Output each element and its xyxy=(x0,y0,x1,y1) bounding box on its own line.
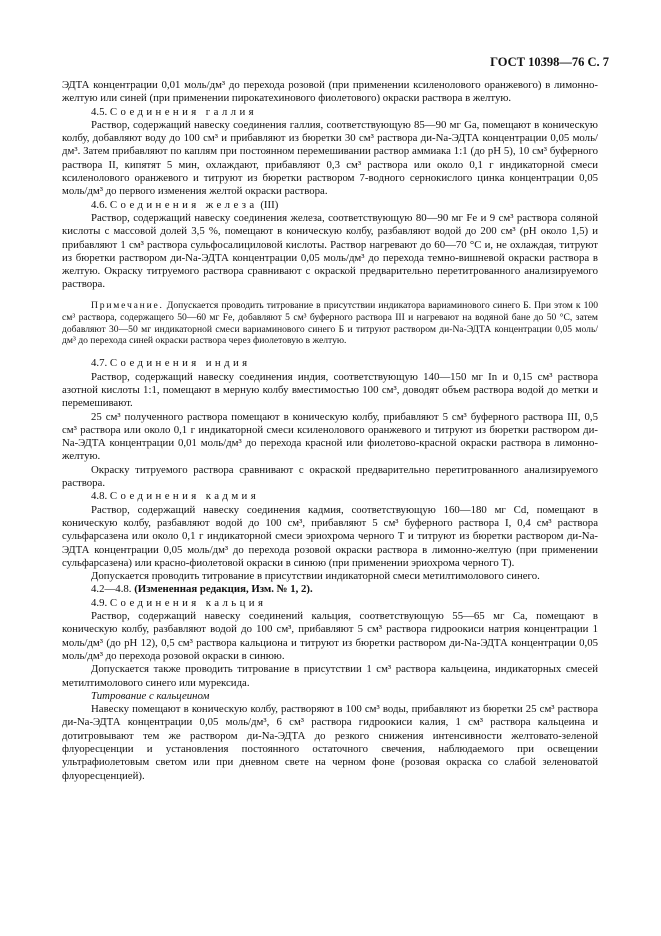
section-number: 4.8. xyxy=(91,490,108,503)
section-title: Соединения кадмия xyxy=(109,490,260,503)
section-number: 4.6. xyxy=(91,198,108,211)
section-heading-4-5 xyxy=(62,106,598,119)
note-text: Допускается проводить титрование в присутствии индикатора вариаминового синего Б. При этом к 100 см³ раствора, содержащего 50—60 мг Fe, добавляют 5 см³ буферного раствора III и нагревают на водяной бане до 50 °С, затем добавляют 30—50 мг индикаторной смеси вариаминового синего Б и титруют раствором ди-Na-ЭДТА концентрации 0,05 моль/дм³ до перехода синей окраски раствора через фиолетовую в желтую. xyxy=(62,299,598,347)
paragraph-calcium-1: Раствор, содержащий навеску соединений кальция, соответствующую 55—65 мг Са, помещают в коническую колбу, разбавляют водой до 100 см³, прибавляют 5 см³ раствора гидроокиси натрия концентрации 1 моль/дм³ (до pH 12), 0,5 см³ раствора кальциона и титруют из бюретки раствором ди-Na-ЭДТА концентрации 0,05 моль/дм³ до перехода розовой окраски в синюю. xyxy=(62,610,598,662)
section-number: 4.5. xyxy=(91,105,108,118)
revision-note xyxy=(62,583,598,596)
section-heading-4-9 xyxy=(62,597,598,610)
document-body xyxy=(62,79,598,783)
page-header: ГОСТ 10398—76 С. 7 xyxy=(490,55,609,69)
paragraph-cadmium-1: Раствор, содержащий навеску соединения кадмия, соответствующую 160—180 мг Cd, помещают в коническую колбу, разбавляют водой до 100 см³, прибавляют 5 см³ буферного раствора I, 0,4 см³ раствора сульфарсазена или около 0,1 г индикаторной смеси эриохрома черного Т и титруют из бюретки раствором ди-Na-ЭДТА концентрации 0,05 моль/дм³ до перехода розовой окраски раствора в лимонно-желтую (при применении сульфарсазена) или красно-фиолетовой окраски в синюю (при применении эриохрома черного Т). xyxy=(62,503,598,569)
paragraph-cadmium-2: Допускается проводить титрование в присутствии индикаторной смеси метилтимолового синего. xyxy=(91,570,540,583)
section-title-suffix: (III) xyxy=(257,198,279,211)
subsection-title: Титрование с кальцеином xyxy=(91,689,210,702)
section-title: Соединения индия xyxy=(109,357,251,370)
section-heading-4-7 xyxy=(62,357,598,370)
section-number: 4.7. xyxy=(91,357,108,370)
paragraph-continuation: ЭДТА концентрации 0,01 моль/дм³ до перехода розовой (при применении ксиленолового оранжевого) в лимонно-желтую или синей (при применении пирокатехинового фиолетового) окраски раствора в желтую. xyxy=(62,79,598,105)
paragraph-indium-3: Окраску титруемого раствора сравнивают с окраской предварительно перетитрованного анализируемого раствора. xyxy=(62,463,598,490)
paragraph-indium-1: Раствор, содержащий навеску соединения индия, соответствующую 140—150 мг In и 0,15 см³ раствора азотной кислоты 1:1, помещают в мерную колбу вместимостью 100 см³, доводят объем раствора водой до метки и перемешивают. xyxy=(62,370,598,410)
note-paragraph xyxy=(62,300,598,348)
paragraph-calcein: Навеску помещают в коническую колбу, растворяют в 100 см³ воды, прибавляют из бюретки 25 см³ раствора ди-Na-ЭДТА концентрации 0,05 моль/дм³, 6 см³ раствора гидроокиси калия, 1 см³ раствора кальцеина и дотитровывают тем же раствором ди-Na-ЭДТА до резкого снижения интенсивности желтовато-зеленой флуоресценции и установления постоянного остаточного свечения, наблюдаемого при освещении ультрафиолетовым светом или при дневном свете на черном фоне (розовая окраска со слабой зеленоватой флуоресценцией). xyxy=(62,703,598,782)
paragraph-calcium-2: Допускается также проводить титрование в присутствии 1 см³ раствора кальцеина, индикаторных смесей метилтимолового синего или мурексида. xyxy=(62,663,598,689)
section-number: 4.9. xyxy=(91,596,108,609)
section-title: Соединения железа xyxy=(109,198,258,211)
note-label: Примечание. xyxy=(91,299,164,311)
revision-range: 4.2—4.8. xyxy=(91,583,132,596)
section-heading-4-6 xyxy=(62,199,598,212)
paragraph-indium-2: 25 см³ полученного раствора помещают в коническую колбу, прибавляют 5 см³ буферного раствора III, 0,5 см³ раствора или около 0,1 г индикаторной смеси ксиленолового оранжевого и титруют из бюретки раствором ди-Na-ЭДТА концентрации 0,01 моль/дм³ до перехода красной или фиолетово-красной окраски раствора в лимонно-желтую. xyxy=(62,410,598,463)
section-title: Соединения галлия xyxy=(109,105,257,118)
paragraph-iron: Раствор, содержащий навеску соединения железа, соответствующую 80—90 мг Fe и 9 см³ раствора соляной кислоты с массовой долей 3,5 %, помещают в коническую колбу, разбавляют водой до 200 см³ (pH около 1,5) и прибавляют 1 см³ раствора сульфосалициловой кислоты. Раствор нагревают до 60—70 °С и, не охлаждая, титруют из бюретки раствором ди-Na-ЭДТА концентрации 0,05 моль/дм³ до перехода темно-вишневой окраски раствора в желтую. Окраску титруемого раствора сравнивают с окраской предварительно перетитрованного анализируемого раствора. xyxy=(62,211,598,291)
paragraph-gallium: Раствор, содержащий навеску соединения галлия, соответствующую 85—90 мг Ga, помещают в коническую колбу, добавляют воду до 100 см³ и прибавляют из бюретки 30 см³ раствора ди-Na-ЭДТА концентрации 0,05 моль/дм³. Затем прибавляют по каплям при постоянном перемешивании раствор аммиака 1:1 (до pH 5), 10 см³ буферного раствора II, кипятят 5 мин, охлаждают, прибавляют 0,3 см³ раствора или около 0,1 г индикаторной смеси ксиленолового оранжевого и титруют из бюретки раствором 7-водного сернокислого цинка концентрации 0,05 моль/дм³ до первого изменения желтой окраски раствора. xyxy=(62,118,598,198)
section-title: Соединения кальция xyxy=(109,596,267,609)
revision-text: (Измененная редакция, Изм. № 1, 2). xyxy=(134,583,313,596)
section-heading-4-8 xyxy=(62,490,598,503)
